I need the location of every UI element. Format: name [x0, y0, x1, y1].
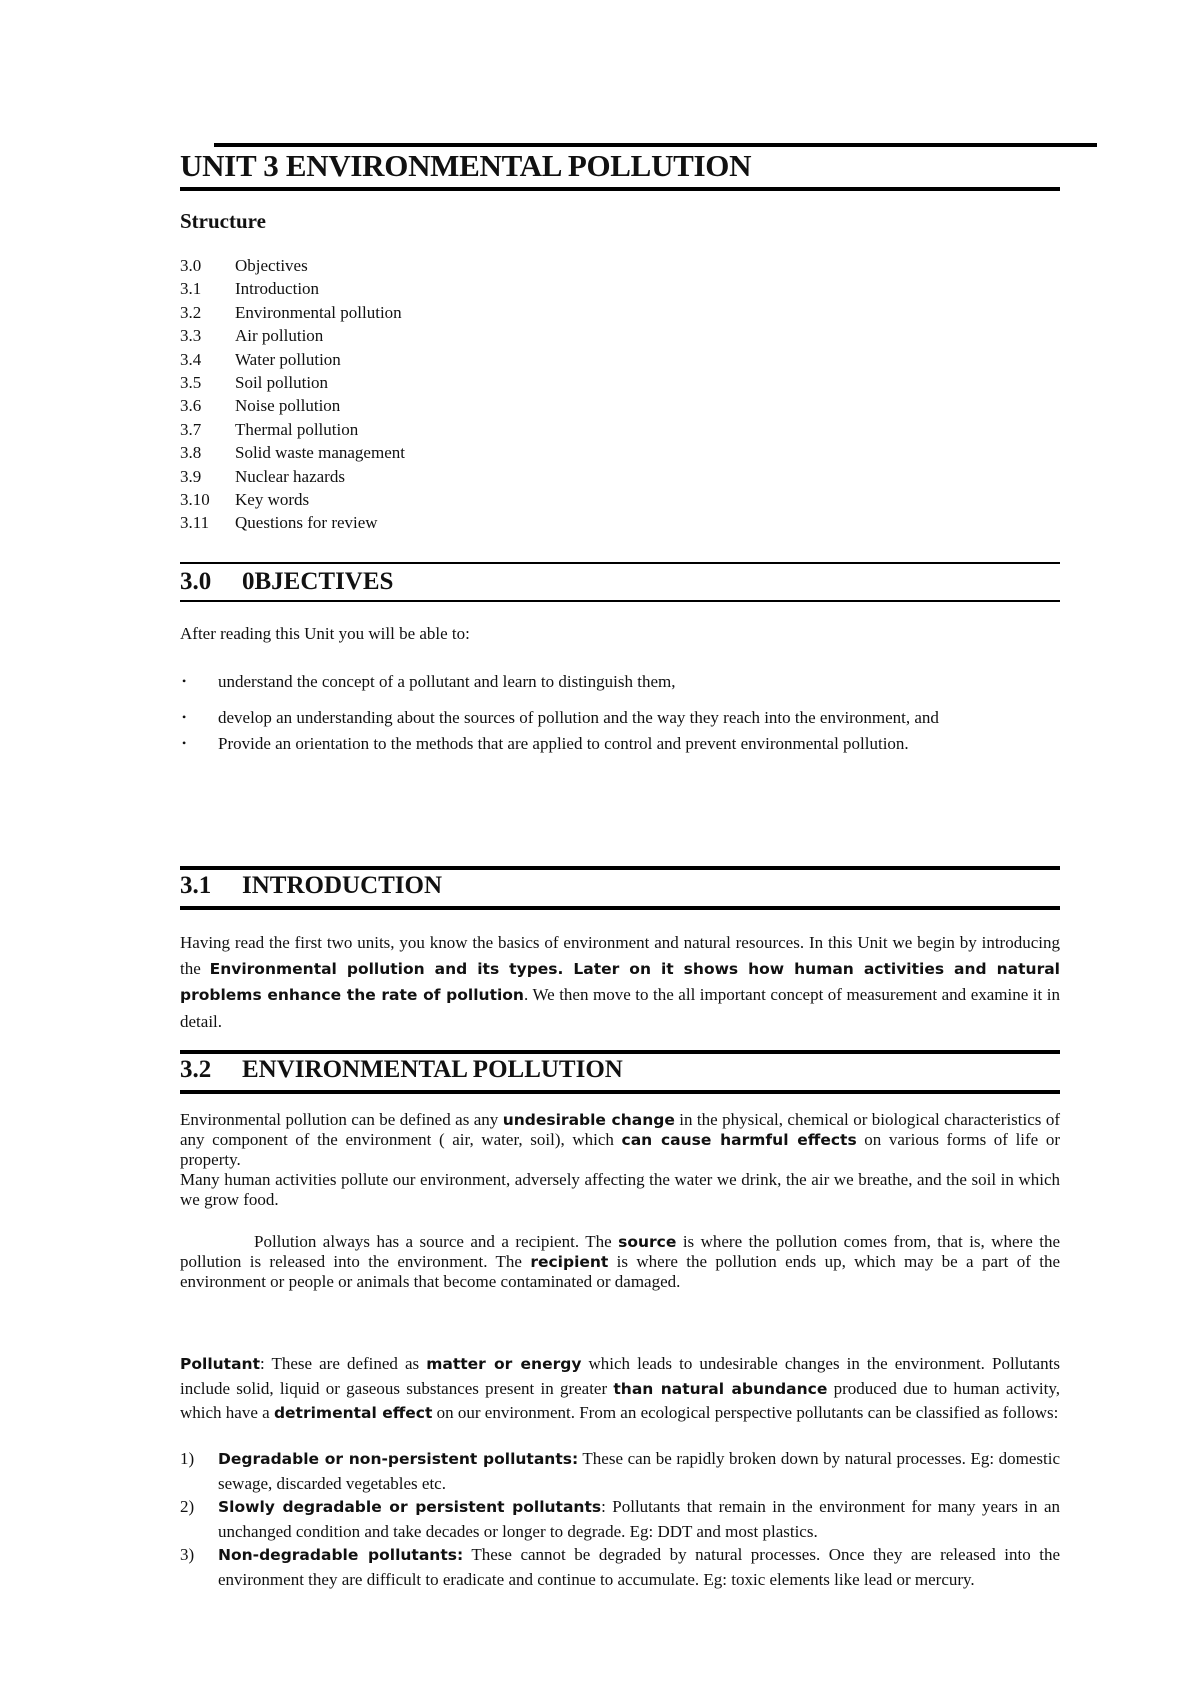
- section-rule-top: [180, 866, 1060, 870]
- definition-paragraph: Environmental pollution can be defined as any undesirable change in the physical, chemical or biological characteristics of any component of the environment ( air, water, soil), which can cause harmful effects on various forms of life or property.: [180, 1110, 1060, 1169]
- top-rule: [214, 143, 1097, 147]
- objectives-list: [180, 669, 1060, 756]
- toc-item: 3.8 Solid waste management: [180, 443, 405, 463]
- list-item: 3) Non-degradable pollutants: These cannot be degraded by natural processes. Once they are released into the environment they are difficult to eradicate and continue to accumulate. Eg: toxic elements like lead or mercury.: [180, 1545, 1060, 1589]
- human-activities-paragraph: Many human activities pollute our environment, adversely affecting the water we drink, the air we breathe, and the soil in which we grow food.: [180, 1170, 1060, 1209]
- pollutant-classes-list: [180, 1447, 1060, 1591]
- introduction-heading: 3.1 INTRODUCTION: [180, 872, 443, 899]
- list-item: • understand the concept of a pollutant and learn to distinguish them,: [182, 672, 676, 691]
- toc-item: 3.7 Thermal pollution: [180, 419, 359, 439]
- objectives-intro: After reading this Unit you will be able to:: [180, 624, 470, 643]
- toc-item: 3.2 Environmental pollution: [180, 302, 402, 322]
- objectives-heading: 3.0 0BJECTIVES: [180, 568, 394, 595]
- source-recipient-paragraph: Pollution always has a source and a recipient. The source is where the pollution comes from, that is, where the pollution is released into the environment. The recipient is where the pollution ends up, which may be a part of the environment or people or animals that become contaminated or damaged.: [180, 1232, 1060, 1291]
- section-rule-bottom: [180, 600, 1060, 602]
- list-item: • Provide an orientation to the methods that are applied to control and prevent environmental pollution.: [182, 734, 909, 753]
- toc-item: 3.6 Noise pollution: [180, 396, 341, 416]
- toc-item: 3.11 Questions for review: [180, 513, 378, 533]
- list-item: 1) Degradable or non-persistent pollutants: These can be rapidly broken down by natural processes. Eg: domestic sewage, discarded vegetables etc.: [180, 1449, 1060, 1493]
- toc-item: 3.1 Introduction: [180, 279, 320, 299]
- section-rule-bottom: [180, 906, 1060, 910]
- toc-item: 3.4 Water pollution: [180, 349, 341, 369]
- list-item: 2) Slowly degradable or persistent pollutants: Pollutants that remain in the environment for many years in an unchanged condition and take decades or longer to degrade. Eg: DDT and most plastics.: [180, 1497, 1060, 1541]
- toc-item: 3.10 Key words: [180, 489, 310, 509]
- structure-list: [180, 254, 405, 535]
- env-pollution-heading: 3.2 ENVIRONMENTAL POLLUTION: [180, 1056, 623, 1083]
- section-rule-top: [180, 562, 1060, 564]
- toc-item: 3.5 Soil pollution: [180, 372, 329, 392]
- pollutant-paragraph: Pollutant: These are defined as matter or energy which leads to undesirable changes in the environment. Pollutants include solid, liquid or gaseous substances present in greater than natural abundance produced due to human activity, which have a detrimental effect on our environment. From an ecological perspective pollutants can be classified as follows:: [180, 1354, 1061, 1422]
- structure-heading: Structure: [180, 209, 266, 233]
- toc-item: 3.3 Air pollution: [180, 326, 324, 346]
- toc-item: 3.9 Nuclear hazards: [180, 466, 345, 486]
- title-underline: [180, 187, 1060, 191]
- toc-item: 3.0 Objectives: [180, 256, 308, 275]
- section-rule-top: [180, 1050, 1060, 1054]
- section-rule-bottom: [180, 1090, 1060, 1094]
- introduction-paragraph: Having read the first two units, you know the basics of environment and natural resources. In this Unit we begin by introducing the Environmental pollution and its types. Later on it shows how human activities and natural problems enhance the rate of pollution. We then move to the all important concept of measurement and examine it in detail.: [180, 933, 1060, 1031]
- unit-title: UNIT 3 ENVIRONMENTAL POLLUTION: [180, 148, 752, 183]
- list-item: • develop an understanding about the sources of pollution and the way they reach into the environment, and: [182, 708, 939, 727]
